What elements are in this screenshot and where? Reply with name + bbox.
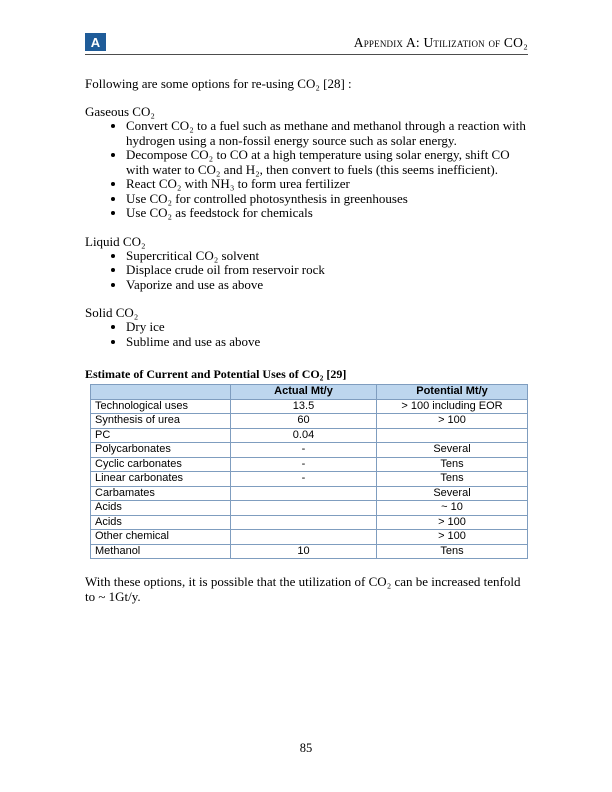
table-cell: Cyclic carbonates <box>91 457 231 472</box>
page-header <box>85 33 528 51</box>
table-cell <box>231 515 377 530</box>
table-row <box>91 486 528 501</box>
header-rule <box>85 54 528 55</box>
bullet-item: • Dry ice <box>126 320 528 335</box>
table-cell: Tens <box>377 472 528 487</box>
table-cell: Technological uses <box>91 399 231 414</box>
header-title: Appendix A: Utilization of CO₂ <box>353 35 528 50</box>
uses-table <box>90 384 528 559</box>
table-cell: - <box>231 457 377 472</box>
table-row <box>91 457 528 472</box>
table-cell: PC <box>91 428 231 443</box>
table-row <box>91 428 528 443</box>
table-cell: Acids <box>91 515 231 530</box>
table-cell: > 100 <box>377 414 528 429</box>
bullet-item: • Supercritical CO₂ solvent <box>126 249 528 264</box>
intro-paragraph: Following are some options for re-using CO₂ [28] : <box>85 76 352 91</box>
table-cell: Several <box>377 443 528 458</box>
table-cell: 10 <box>231 544 377 559</box>
section-title: Gaseous CO₂ <box>85 104 155 119</box>
table-cell: Linear carbonates <box>91 472 231 487</box>
table-cell: > 100 <box>377 530 528 545</box>
table-cell: Methanol <box>91 544 231 559</box>
table-caption: Estimate of Current and Potential Uses of CO₂ [29] <box>85 367 347 381</box>
table-cell: Tens <box>377 457 528 472</box>
table-body <box>91 399 528 559</box>
section-solid <box>85 306 528 349</box>
table-cell: Tens <box>377 544 528 559</box>
section-liquid <box>85 235 528 293</box>
table-cell: Other chemical <box>91 530 231 545</box>
bullet-item: • Use CO₂ as feedstock for chemicals <box>126 206 528 221</box>
page-number: 85 <box>299 741 313 755</box>
bullet-item: • Sublime and use as above <box>126 335 528 350</box>
table-cell <box>231 501 377 516</box>
section-title: Solid CO₂ <box>85 305 139 320</box>
table-row <box>91 414 528 429</box>
table-cell: - <box>231 472 377 487</box>
table-cell: Several <box>377 486 528 501</box>
table-cell <box>377 428 528 443</box>
table-cell <box>231 486 377 501</box>
table-row <box>91 501 528 516</box>
table-row <box>91 515 528 530</box>
table-header <box>91 385 528 400</box>
table-cell: 0.04 <box>231 428 377 443</box>
table-cell: 13.5 <box>231 399 377 414</box>
table-cell: Acids <box>91 501 231 516</box>
table-row <box>91 399 528 414</box>
bullet-item: • Use CO₂ for controlled photosynthesis in greenhouses <box>126 192 528 207</box>
table-row <box>91 443 528 458</box>
table-cell: 60 <box>231 414 377 429</box>
header-cell-blank <box>91 385 231 400</box>
table-cell: Synthesis of urea <box>91 414 231 429</box>
bullet-list <box>85 119 528 221</box>
table-cell: > 100 <box>377 515 528 530</box>
logo-letter: A <box>90 34 101 50</box>
table-row <box>91 544 528 559</box>
table-cell: Carbamates <box>91 486 231 501</box>
header-cell-potential: Potential Mt/y <box>377 385 528 400</box>
table-cell: ~ 10 <box>377 501 528 516</box>
bullet-item: • Displace crude oil from reservoir rock <box>126 263 528 278</box>
header-cell-actual: Actual Mt/y <box>231 385 377 400</box>
table-row <box>91 530 528 545</box>
table-cell: > 100 including EOR <box>377 399 528 414</box>
bullet-item: • Convert CO₂ to a fuel such as methane and methanol through a reaction with hydrogen using a non-fossil energy source such as solar energy. <box>126 119 528 148</box>
bullet-list <box>85 320 528 349</box>
bullet-item: • React CO₂ with NH₃ to form urea fertilizer <box>126 177 528 192</box>
bullet-item: • Decompose CO₂ to CO at a high temperature using solar energy, shift CO with water to CO₂ and H₂, then convert to fuels (this seems inefficient). <box>126 148 528 177</box>
table-cell: - <box>231 443 377 458</box>
bullet-item: • Vaporize and use as above <box>126 278 528 293</box>
table-row <box>91 472 528 487</box>
table-header-row <box>91 385 528 400</box>
closing-paragraph: With these options, it is possible that the utilization of CO₂ can be increased tenfold to ~ 1Gt/y. <box>85 574 521 604</box>
bullet-list <box>85 249 528 293</box>
table-cell <box>231 530 377 545</box>
table-cell: Polycarbonates <box>91 443 231 458</box>
section-title: Liquid CO₂ <box>85 233 146 249</box>
appendix-logo <box>85 33 106 51</box>
section-gaseous <box>85 105 528 221</box>
